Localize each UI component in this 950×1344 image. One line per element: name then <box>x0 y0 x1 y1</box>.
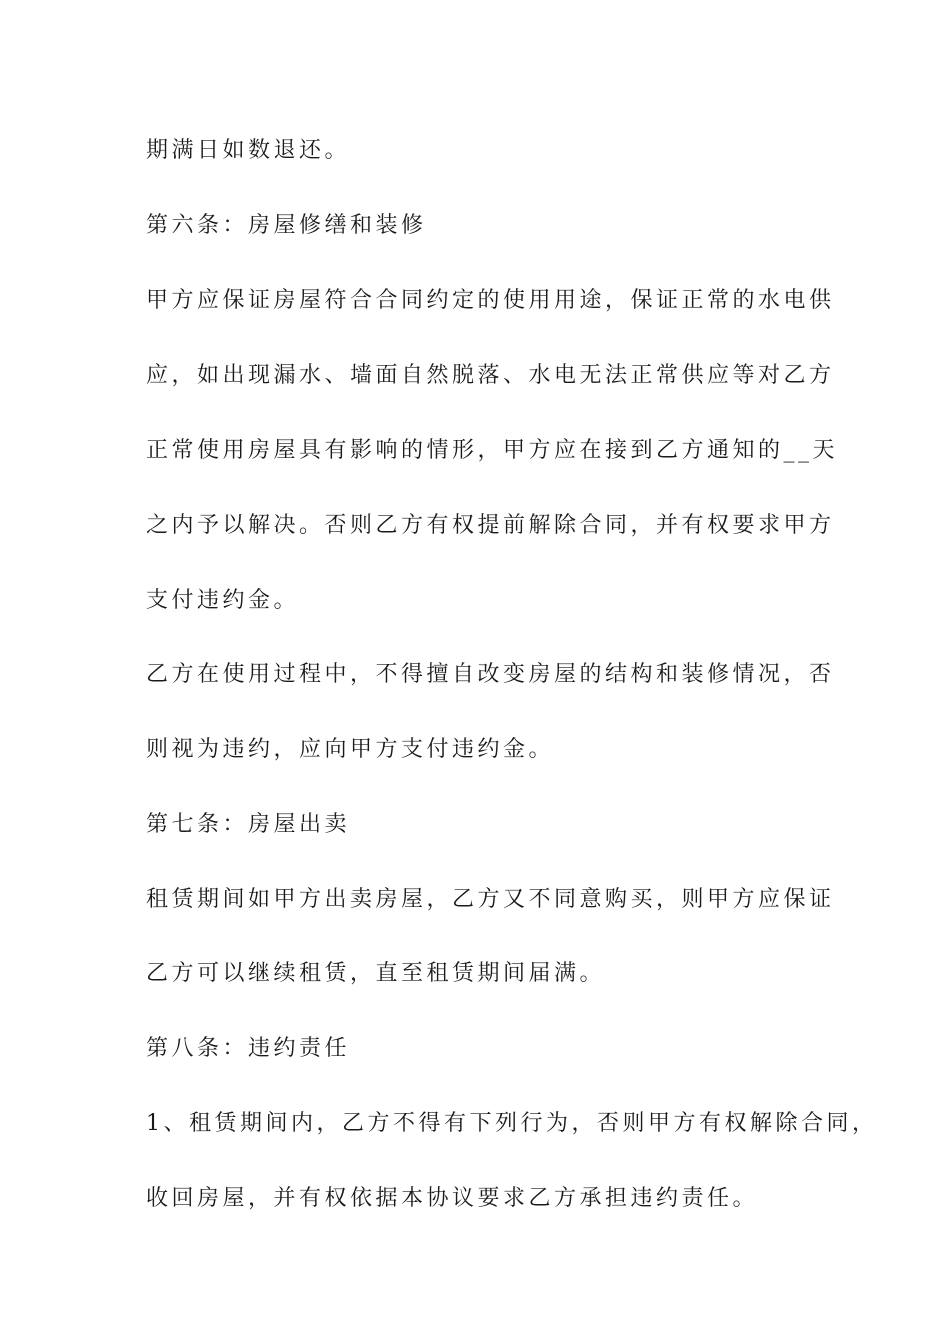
section-heading-7: 第七条：房屋出卖 <box>146 812 351 837</box>
text-line: 1、租赁期间内，乙方不得有下列行为，否则甲方有权解除合同， <box>146 1111 878 1136</box>
text-line: 应，如出现漏水、墙面自然脱落、水电无法正常供应等对乙方 <box>146 363 835 388</box>
text-line: 乙方可以继续租赁，直至租赁期间届满。 <box>146 961 606 986</box>
text-line: 支付违约金。 <box>146 588 300 613</box>
text-line: 则视为违约，应向甲方支付违约金。 <box>146 737 555 762</box>
text-line: 乙方在使用过程中，不得擅自改变房屋的结构和装修情况，否 <box>146 662 835 687</box>
text-line: 收回房屋，并有权依据本协议要求乙方承担违约责任。 <box>146 1186 759 1211</box>
text-line: 正常使用房屋具有影响的情形，甲方应在接到乙方通知的__天 <box>146 438 839 463</box>
text-line: 租赁期间如甲方出卖房屋，乙方又不同意购买，则甲方应保证 <box>146 887 835 912</box>
section-heading-6: 第六条：房屋修缮和装修 <box>146 213 427 238</box>
text-line: 甲方应保证房屋符合合同约定的使用用途，保证正常的水电供 <box>146 288 835 313</box>
text-line: 期满日如数退还。 <box>146 138 351 163</box>
text-line: 之内予以解决。否则乙方有权提前解除合同，并有权要求甲方 <box>146 513 835 538</box>
section-heading-8: 第八条：违约责任 <box>146 1036 351 1061</box>
